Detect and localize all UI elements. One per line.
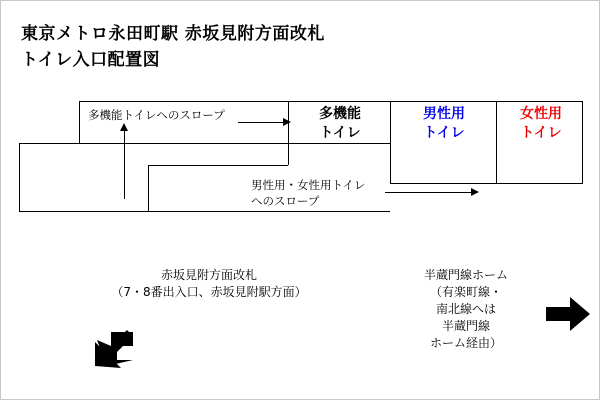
wall-corridor-bottom <box>19 211 390 212</box>
caption-platform-line4: 半蔵門線 <box>441 319 490 333</box>
wall-right <box>582 101 583 183</box>
wall-corridor-upper-stub <box>288 143 289 165</box>
room-label-womens-line2: トイレ <box>520 125 562 141</box>
caption-platform-line5: ホーム経由） <box>429 336 502 350</box>
wall-partition-multipurpose-mens <box>390 101 391 183</box>
arrow-line-to-multipurpose <box>238 122 285 123</box>
wall-top <box>79 101 583 102</box>
wall-partition-mens-womens <box>496 101 497 183</box>
annotation-slope-multipurpose: 多機能トイレへのスロープ <box>88 108 225 122</box>
arrow-line-up-slope <box>124 129 125 199</box>
wall-slope-corridor-bottom <box>79 143 288 144</box>
page-title-line1: 東京メトロ永田町駅 赤坂見附方面改札 <box>21 24 325 44</box>
toilet-layout-diagram <box>19 89 583 229</box>
annotation-slope-mens-womens-line1: 男性用・女性用トイレ <box>251 178 366 192</box>
wall-corridor-left <box>148 165 149 211</box>
caption-platform-line2: （有楽町線・ <box>429 285 502 299</box>
arrow-line-to-mens-womens <box>385 192 473 193</box>
wall-rooms-bottom <box>390 183 583 184</box>
wall-outer-left <box>19 143 20 211</box>
arrow-head-up-slope-icon <box>120 123 128 131</box>
arrow-head-to-mens-womens-icon <box>471 188 479 196</box>
room-label-womens-line1: 女性用 <box>520 106 562 122</box>
room-label-mens-line1: 男性用 <box>423 106 465 122</box>
room-label-multipurpose <box>296 105 384 143</box>
caption-platform <box>391 267 541 352</box>
caption-gate-line2: （7・8番出入口、赤坂見附駅方面） <box>111 285 307 299</box>
annotation-slope-mens-womens-line2: へのスロープ <box>251 194 320 208</box>
wall-corridor-top <box>148 165 288 166</box>
caption-platform-line1: 半蔵門線ホーム <box>423 268 508 282</box>
caption-platform-line3: 南北線へは <box>435 302 496 316</box>
room-label-womens <box>504 105 578 143</box>
wall-multipurpose-bottom <box>288 143 390 144</box>
room-label-mens <box>398 105 490 143</box>
wall-left-upper <box>79 101 80 143</box>
arrow-head-to-multipurpose-icon <box>283 118 291 126</box>
wall-outer-left-top <box>19 143 79 144</box>
room-label-multipurpose-line2: トイレ <box>319 125 361 141</box>
arrow-down-left-icon <box>93 326 137 370</box>
arrow-right-icon <box>546 295 590 333</box>
room-label-mens-line2: トイレ <box>423 125 465 141</box>
room-label-multipurpose-line1: 多機能 <box>319 106 361 122</box>
caption-gate <box>79 267 339 301</box>
page-title-line2: トイレ入口配置図 <box>21 50 161 70</box>
caption-gate-line1: 赤坂見附方面改札 <box>160 268 257 282</box>
